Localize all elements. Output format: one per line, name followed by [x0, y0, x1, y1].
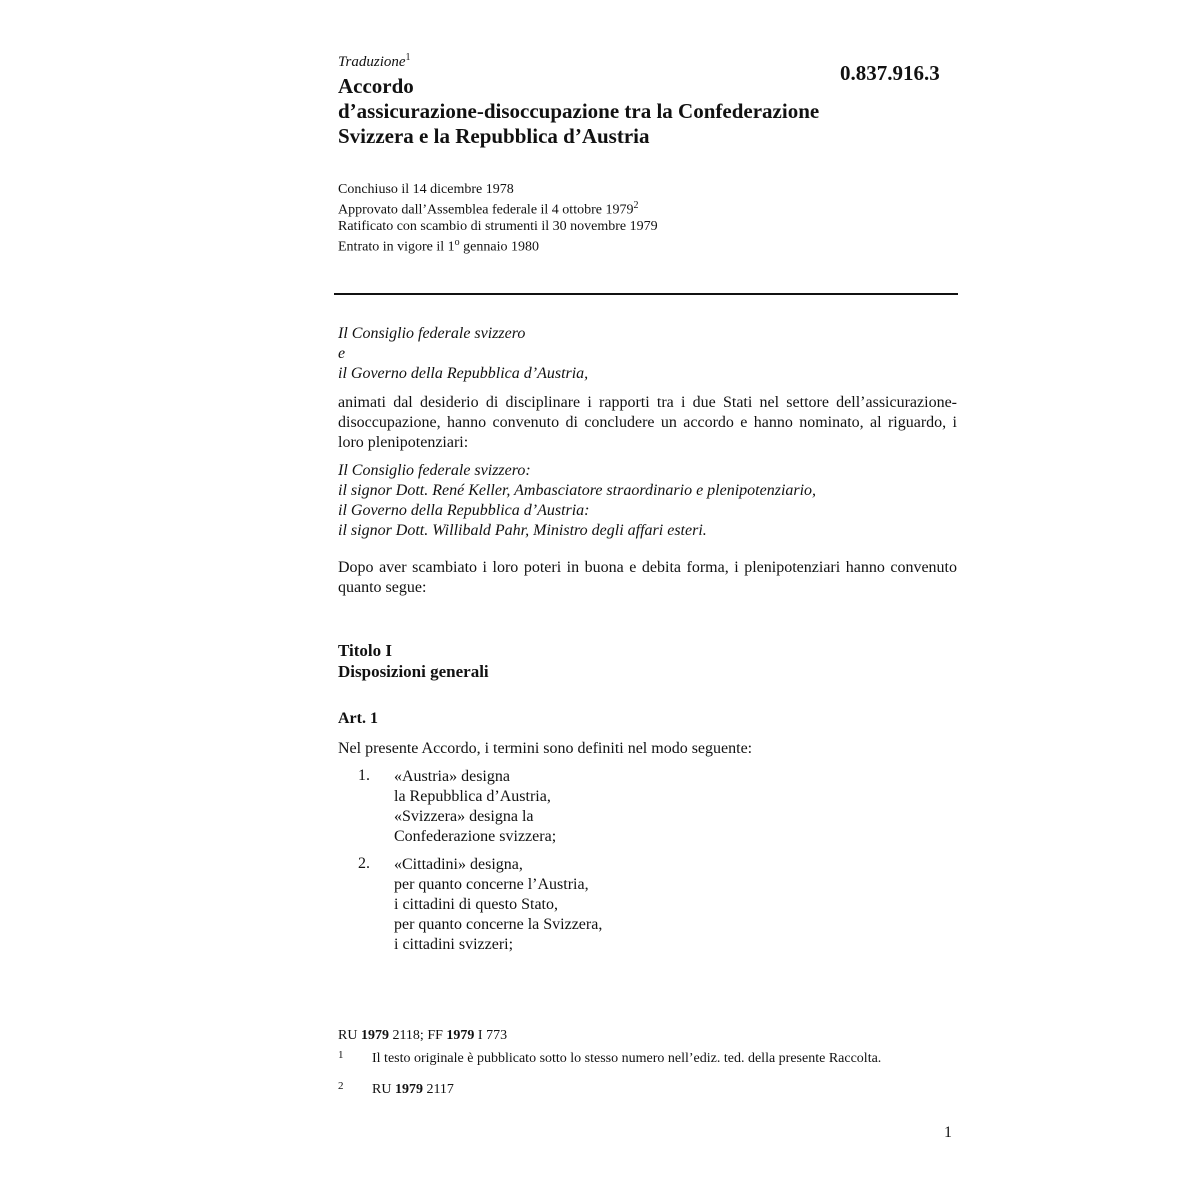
footnote-text — [372, 1082, 932, 1097]
footnote-ref-2[interactable]: 2 — [633, 200, 639, 211]
footnote-ref-1[interactable]: 1 — [405, 52, 411, 63]
plenipotentiary-line-2: il signor Dott. René Keller, Ambasciatore straordinario e plenipotenziario, — [338, 482, 817, 499]
party-switzerland: Il Consiglio federale svizzero — [338, 325, 526, 342]
list-item-line: «Austria» designa — [394, 768, 510, 785]
footnote-number: 1 — [338, 1049, 344, 1061]
article-heading: Art. 1 — [338, 710, 378, 727]
source-ru-label: RU — [338, 1028, 358, 1043]
translation-label — [338, 52, 411, 71]
title-line-1: Accordo — [338, 74, 414, 98]
source-ru-page: 2118; FF — [392, 1028, 443, 1043]
party-austria: il Governo della Repubblica d’Austria, — [338, 365, 589, 382]
list-item — [394, 767, 556, 847]
source-ff-year: 1979 — [446, 1028, 475, 1043]
document-title — [338, 74, 958, 149]
preamble-closing: Dopo aver scambiato i loro poteri in buona e debita forma, i plenipotenziari hanno convenuto quanto segue: — [338, 559, 957, 596]
list-item-line: i cittadini di questo Stato, — [394, 896, 558, 913]
date-approved — [338, 198, 658, 219]
list-item-number: 2. — [358, 855, 370, 872]
preamble-parties — [338, 324, 957, 384]
date-approved-text: Approvato dall’Assemblea federale il 4 ottobre 1979 — [338, 202, 634, 218]
section-title: Titolo I — [338, 641, 393, 660]
divider-rule — [334, 293, 958, 295]
list-item-line: per quanto concerne l’Austria, — [394, 876, 589, 893]
date-in-force — [338, 235, 658, 256]
list-item-line: i cittadini svizzeri; — [394, 936, 514, 953]
plenipotentiaries — [338, 461, 957, 541]
treaty-dates — [338, 182, 658, 255]
translation-label-text: Traduzione — [338, 54, 406, 70]
list-item-line: Confederazione svizzera; — [394, 828, 557, 845]
date-concluded: Conchiuso il 14 dicembre 1978 — [338, 182, 514, 197]
footnote-text: Il testo originale è pubblicato sotto lo stesso numero nell’ediz. ted. della presente Raccolta. — [372, 1051, 882, 1066]
title-line-3: Svizzera e la Repubblica d’Austria — [338, 124, 650, 148]
party-conjunction: e — [338, 345, 346, 362]
list-item — [394, 855, 602, 955]
date-ratified: Ratificato con scambio di strumenti il 30 novembre 1979 — [338, 218, 658, 234]
sr-number: 0.837.916.3 — [840, 61, 940, 85]
list-item-line: per quanto concerne la Svizzera, — [394, 916, 603, 933]
footnote-ru-page: 2117 — [426, 1082, 454, 1097]
article-intro: Nel presente Accordo, i termini sono definiti nel modo seguente: — [338, 740, 753, 757]
title-line-2: d’assicurazione-disoccupazione tra la Confederazione — [338, 99, 820, 123]
footnote-ru-year: 1979 — [394, 1082, 423, 1097]
footnote-number: 2 — [338, 1080, 344, 1092]
plenipotentiary-line-3: il Governo della Repubblica d’Austria: — [338, 502, 590, 519]
section-subtitle: Disposizioni generali — [338, 662, 489, 681]
source-ff-page: I 773 — [477, 1028, 508, 1043]
list-item-number: 1. — [358, 767, 370, 784]
list-item-line: «Svizzera» designa la — [394, 808, 534, 825]
plenipotentiary-line-1: Il Consiglio federale svizzero: — [338, 462, 531, 479]
footnote-ru-label: RU — [372, 1082, 392, 1097]
section-heading — [338, 640, 489, 682]
source-reference — [338, 1028, 507, 1044]
source-ru-year: 1979 — [360, 1028, 389, 1043]
page-number: 1 — [944, 1124, 952, 1141]
plenipotentiary-line-4: il signor Dott. Willibald Pahr, Ministro degli affari esteri. — [338, 522, 707, 539]
in-force-suffix: gennaio 1980 — [459, 239, 539, 255]
in-force-prefix: Entrato in vigore il 1 — [338, 239, 455, 255]
preamble-intro: animati dal desiderio di disciplinare i rapporti tra i due Stati nel settore dell’assicurazione-disoccupazione, hanno convenuto di concludere un accordo e hanno nominato, al riguardo, i loro plenipotenziari: — [338, 394, 957, 451]
in-force-ordinal: o — [454, 236, 460, 248]
list-item-line: la Repubblica d’Austria, — [394, 788, 551, 805]
list-item-line: «Cittadini» designa, — [394, 856, 523, 873]
